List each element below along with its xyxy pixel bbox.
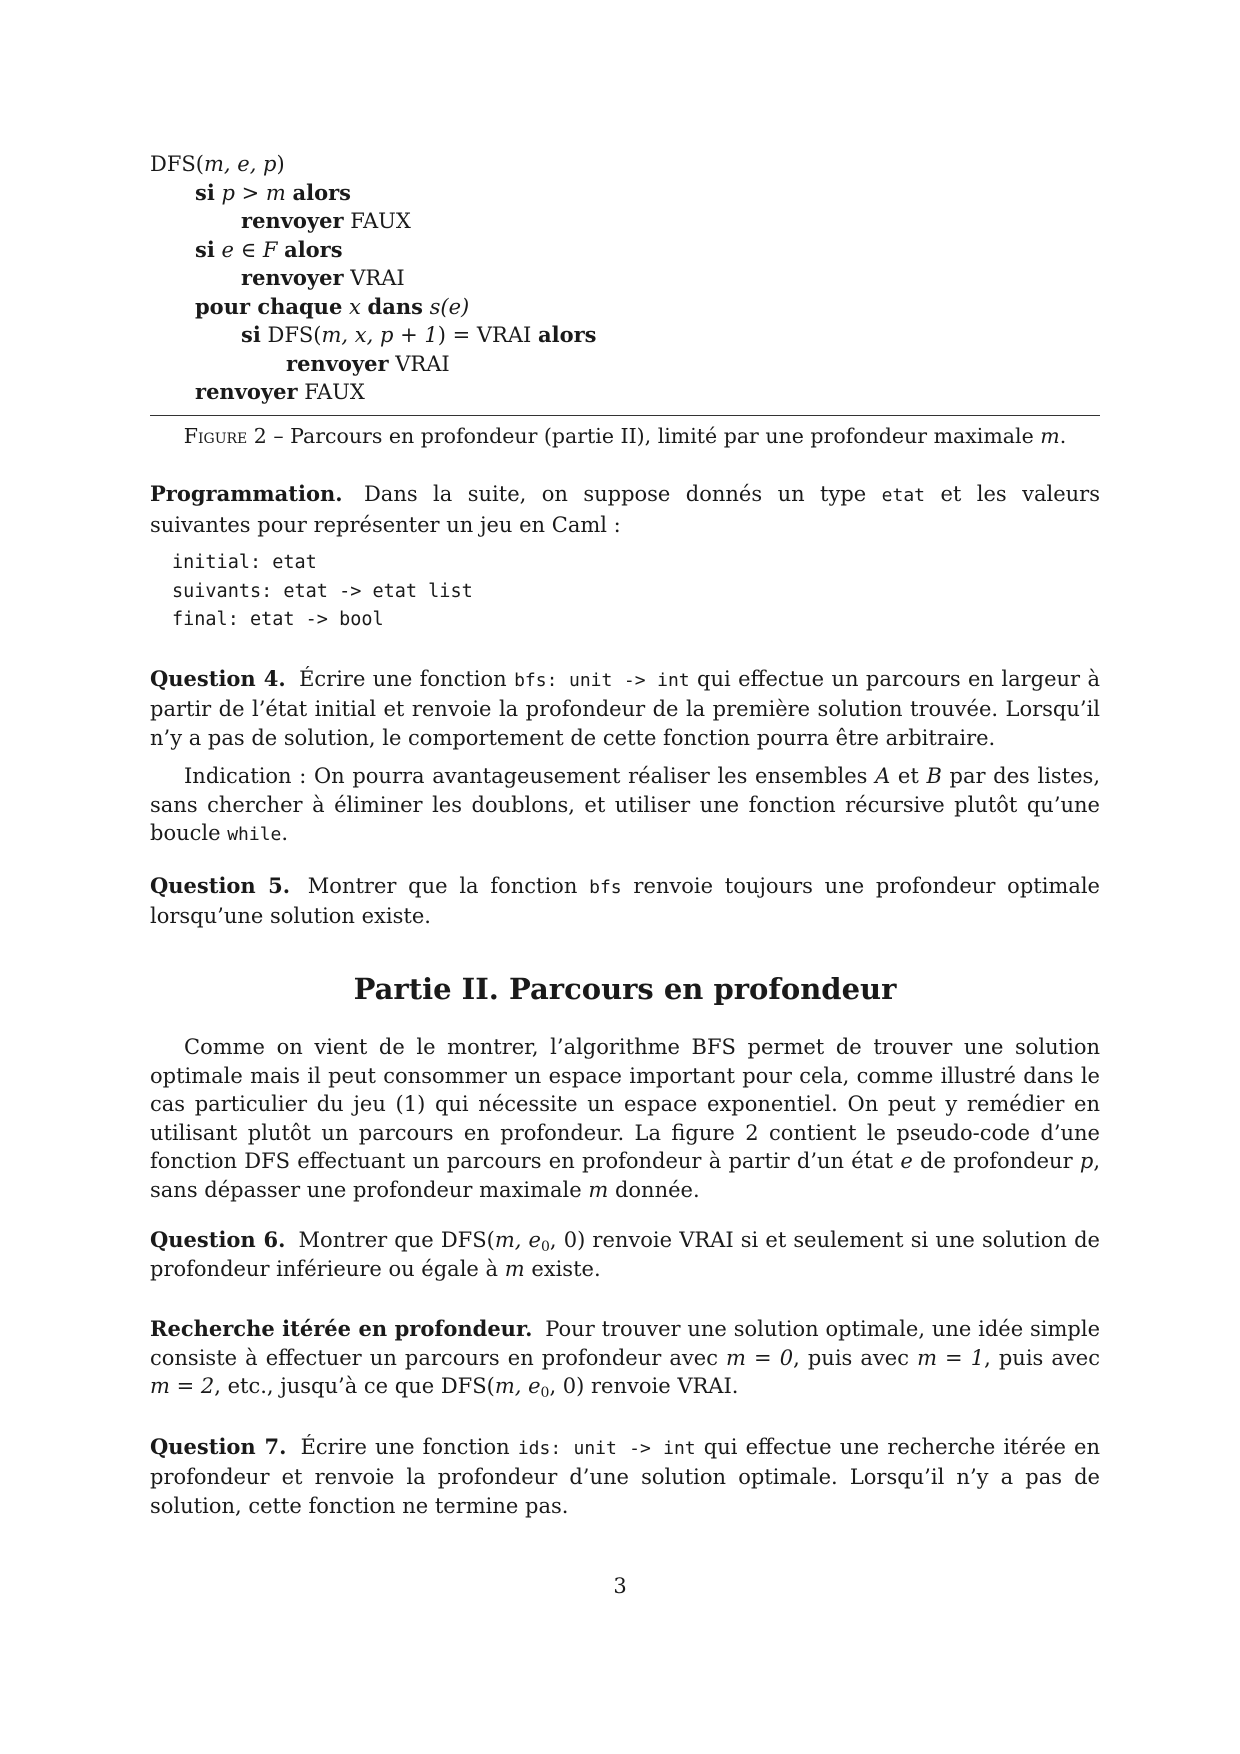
- algo-math: s(e): [429, 294, 470, 319]
- algo-line: [150, 321, 1100, 350]
- paragraph-text: , 0) renvoie VRAI.: [549, 1374, 739, 1398]
- paragraph-text: Montrer que DFS(: [298, 1228, 495, 1252]
- section-title: Partie II. Parcours en profondeur: [353, 971, 897, 1006]
- page-number: 3: [613, 1574, 627, 1598]
- caption-text: – Parcours en profondeur (partie II), limité par une profondeur maximale: [266, 423, 1041, 448]
- algo-line: [150, 179, 1100, 208]
- code-line: final: etat -> bool: [172, 609, 384, 630]
- subscript: 0: [540, 1385, 550, 1401]
- inline-math: m: [504, 1256, 525, 1281]
- algo-text: DFS(: [150, 152, 204, 176]
- algo-keyword: si: [195, 179, 215, 205]
- inline-math: p: [1079, 1149, 1094, 1173]
- caption-text: .: [1059, 423, 1067, 448]
- caml-code-block: [172, 549, 1100, 635]
- paragraph-text: Dans la suite, on suppose donnés un type: [363, 482, 882, 506]
- paragraph-text: , puis avec: [984, 1345, 1100, 1370]
- algo-line: [150, 293, 1100, 322]
- algo-keyword: si: [195, 236, 215, 262]
- dfs-algorithm: [150, 150, 1100, 407]
- algo-text: VRAI: [350, 266, 405, 290]
- question-label: Question 5.: [150, 872, 291, 898]
- question-label: Question 4.: [150, 665, 286, 691]
- algo-math: e ∈ F: [221, 237, 278, 262]
- question-4-hint: [150, 762, 1100, 850]
- paragraph-text: et: [890, 764, 927, 788]
- inline-code: bfs: unit -> int: [514, 669, 690, 691]
- algo-text: ) = VRAI: [437, 323, 532, 347]
- code-line: initial: etat: [172, 552, 317, 573]
- algo-keyword: alors: [537, 322, 597, 347]
- paragraph-text: qui effectue une recherche itérée en profondeur et renvoie la profondeur d’une solution optimale. Lorsqu’il n’y a pas de solution, cette fonction ne termine pas.: [150, 1434, 1100, 1518]
- algo-text: VRAI: [395, 351, 450, 376]
- algo-keyword: si: [241, 322, 261, 347]
- page-content: [150, 150, 1100, 1520]
- paragraph-text: , 0) renvoie VRAI si et seulement si une solution de profondeur inférieure ou égale à: [150, 1228, 1100, 1281]
- question-7: [150, 1433, 1100, 1521]
- inline-math: m, e: [494, 1228, 541, 1252]
- paragraph-text: , sans dépasser une profondeur maximale: [150, 1149, 1100, 1202]
- algo-keyword: dans: [367, 293, 423, 319]
- figure-divider: [150, 415, 1100, 416]
- algo-text: FAUX: [350, 209, 411, 233]
- algo-line: [150, 207, 1100, 236]
- paragraph-text: et les valeurs suivantes pour représenter un jeu en Caml :: [150, 482, 1100, 537]
- inline-math: m = 0: [726, 1345, 794, 1370]
- figure-caption: [150, 422, 1100, 451]
- paragraph-text: , puis avec: [793, 1345, 918, 1370]
- ids-paragraph: [150, 1315, 1100, 1401]
- figure-label: Figure 2: [183, 423, 267, 448]
- algo-math: p > m: [221, 180, 286, 205]
- algo-keyword: renvoyer: [241, 265, 344, 290]
- inline-math: m = 2: [150, 1374, 215, 1398]
- programmation-heading: Programmation.: [150, 481, 343, 506]
- algo-math: x: [349, 294, 361, 319]
- question-6: [150, 1226, 1100, 1283]
- algo-keyword: renvoyer: [241, 208, 344, 233]
- question-5: [150, 872, 1100, 931]
- question-label: Question 6.: [150, 1227, 286, 1252]
- inline-math: A: [875, 764, 891, 788]
- inline-code: bfs: [589, 876, 622, 898]
- paragraph-text: Indication : On pourra avantageusement réaliser les ensembles: [184, 764, 876, 788]
- part2-intro: [150, 1033, 1100, 1204]
- paragraph-text: Écrire une fonction: [299, 666, 515, 691]
- algo-math: m, e, p: [204, 152, 277, 176]
- algo-text: DFS(: [267, 323, 322, 347]
- paragraph-text: existe.: [524, 1256, 601, 1281]
- paragraph-text: Pour trouver une solution optimale, une idée simple consiste à effectuer un parcours en profondeur avec: [150, 1317, 1100, 1370]
- paragraph-text: renvoie toujours une profondeur optimale lorsqu’une solution existe.: [150, 873, 1100, 928]
- inline-code: while: [227, 824, 282, 845]
- paragraph-text: .: [281, 821, 289, 845]
- paragraph-text: donnée.: [608, 1177, 700, 1202]
- inline-math: m, e: [494, 1374, 541, 1398]
- algo-line: [150, 150, 1100, 179]
- code-line: suivants: etat -> etat list: [172, 580, 473, 602]
- paragraph-text: de profondeur: [912, 1149, 1080, 1173]
- caption-math: m: [1040, 423, 1060, 448]
- inline-math: m = 1: [917, 1345, 985, 1370]
- algo-keyword: pour chaque: [195, 293, 343, 319]
- algo-math: m, x, p + 1: [321, 323, 438, 347]
- paragraph-text: Comme on vient de le montrer, l’algorithme BFS permet de trouver une solution optimale mais il peut consommer un espace important pour cela, comme illustré dans le cas particulier du jeu (1) qui nécessite un espace exponentiel. On peut y remédier en utilisant plutôt un parcours en profondeur. La figure 2 contient le pseudo-code d’une fonction DFS effectuant un parcours en profondeur à partir d’un état: [150, 1035, 1100, 1173]
- inline-math: m: [588, 1177, 609, 1202]
- inline-math: e: [900, 1149, 913, 1173]
- programmation-paragraph: [150, 480, 1100, 539]
- algo-line: [150, 350, 1100, 379]
- subscript: 0: [540, 1239, 550, 1255]
- question-label: Question 7.: [150, 1433, 287, 1459]
- algo-keyword: renvoyer: [286, 350, 389, 376]
- algo-keyword: renvoyer: [195, 379, 298, 404]
- paragraph-text: Écrire une fonction: [300, 1434, 518, 1459]
- algo-line: [150, 236, 1100, 265]
- paragraph-text: , etc., jusqu’à ce que DFS(: [214, 1374, 495, 1398]
- inline-code: etat: [881, 485, 926, 506]
- paragraph-text: Montrer que la fonction: [307, 873, 590, 898]
- algo-text: ): [276, 152, 285, 176]
- algo-keyword: alors: [292, 179, 351, 205]
- algo-line: [150, 264, 1100, 293]
- algo-text: FAUX: [304, 380, 365, 404]
- ids-heading: Recherche itérée en profondeur.: [150, 1316, 533, 1341]
- question-4: [150, 665, 1100, 753]
- algo-keyword: alors: [284, 236, 343, 262]
- paragraph-text: par des listes, sans chercher à éliminer les doublons, et utiliser une fonction récursive plutôt qu’une boucle: [150, 764, 1101, 845]
- inline-code: ids: unit -> int: [517, 1437, 696, 1459]
- algo-line: [150, 378, 1100, 407]
- inline-math: B: [926, 764, 942, 788]
- paragraph-text: qui effectue un parcours en largeur à partir de l’état initial et renvoie la profondeur de la première solution trouvée. Lorsqu’il n’y a pas de solution, le comportement de cette fonction pourra être arbitraire.: [150, 666, 1101, 750]
